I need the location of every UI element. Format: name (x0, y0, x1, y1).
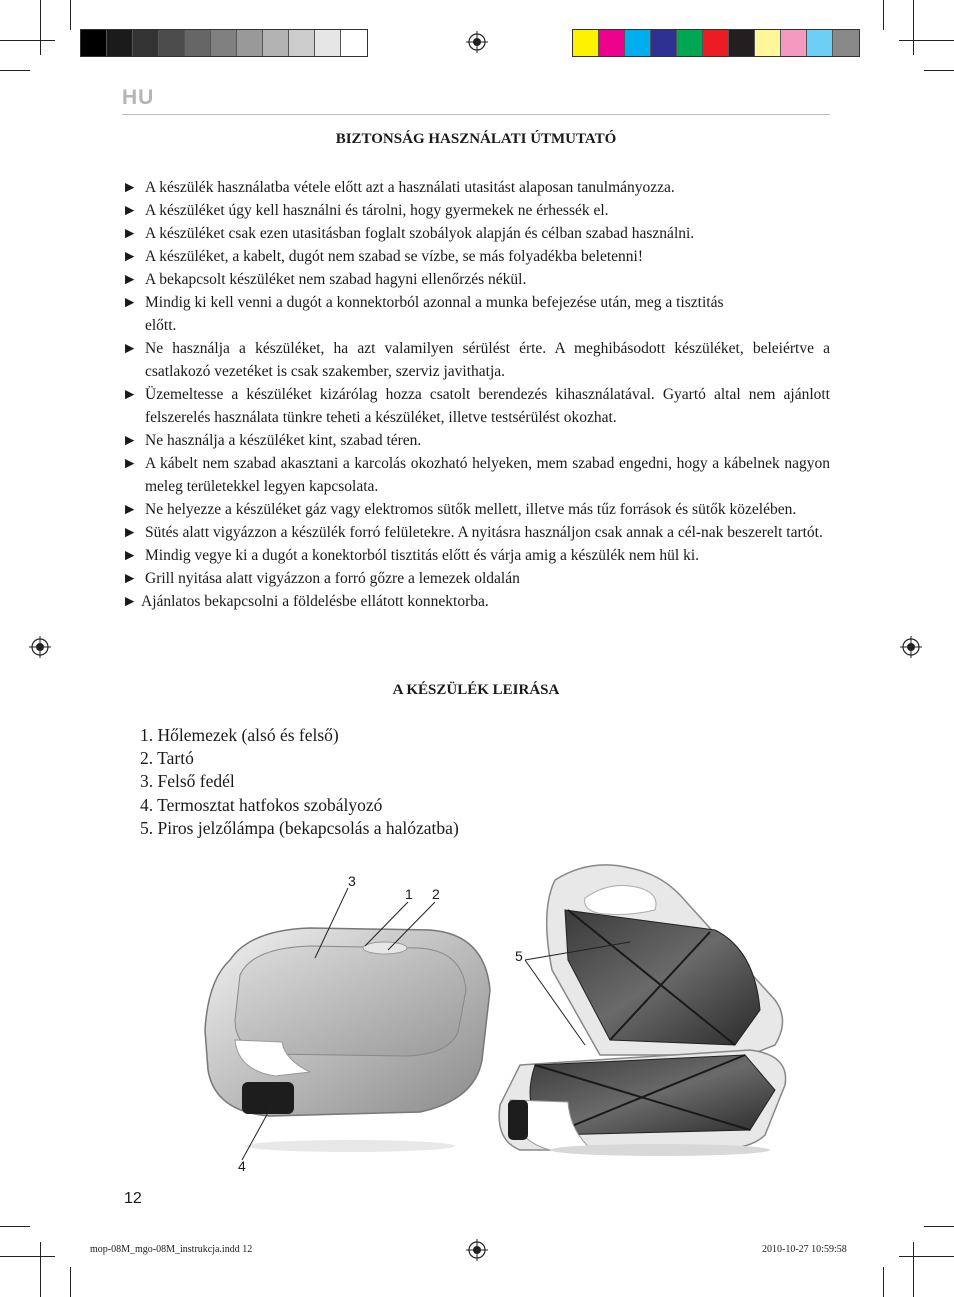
bullet-marker: ► (122, 179, 138, 196)
bullet-marker: ► (122, 547, 138, 564)
safety-item (122, 383, 830, 429)
color-swatch (81, 30, 107, 56)
registration-mark-icon (466, 1239, 488, 1261)
safety-item-text: A kábelt nem szabad akasztani a karcolás okozható helyeken, mem szabad engedni, hogy a kábelnek nagyon meleg területekkel legyen kapcsolata. (145, 455, 830, 495)
crop-mark (40, 1242, 41, 1297)
bullet-marker: ► (122, 225, 138, 242)
crop-mark (899, 1256, 954, 1257)
safety-item (122, 567, 830, 590)
bullet-marker: ► (122, 432, 138, 449)
safety-item (122, 544, 830, 567)
crop-mark (883, 1267, 884, 1297)
safety-list (122, 176, 830, 613)
bullet-marker: ► (122, 294, 138, 311)
callout-label-1: 1 (405, 886, 413, 902)
crop-mark (0, 40, 55, 41)
color-swatch (159, 30, 185, 56)
safety-item (122, 199, 830, 222)
color-swatch (599, 30, 625, 56)
color-swatch (263, 30, 289, 56)
closed-sandwich-maker (205, 928, 490, 1152)
color-swatch (185, 30, 211, 56)
crop-mark (70, 0, 71, 30)
color-swatch (341, 30, 367, 56)
color-swatch (237, 30, 263, 56)
safety-item-text: A készülék használatba vétele előtt azt a használati utasitást alaposan tanulmányozza. (145, 179, 675, 196)
open-sandwich-maker (499, 865, 785, 1156)
crop-mark (924, 70, 954, 71)
crop-mark (0, 70, 30, 71)
color-swatch (781, 30, 807, 56)
safety-item (122, 268, 830, 291)
safety-item-text: Ne használja a készüléket, ha azt valamilyen sérülést érte. A meghibásodott készüléket, beleiértve a csatlakozó vezetéket is csak szakember, szerviz javithatja. (145, 340, 830, 380)
registration-mark-icon (466, 31, 488, 53)
callout-label-2: 2 (432, 886, 440, 902)
color-swatch (133, 30, 159, 56)
color-swatch (677, 30, 703, 56)
safety-item-text: Ne használja a készüléket kint, szabad téren. (145, 432, 422, 449)
crop-mark (924, 1226, 954, 1227)
bullet-marker: ► (122, 455, 138, 472)
callout-label-5: 5 (515, 948, 523, 964)
safety-item (122, 222, 830, 245)
safety-item (122, 590, 830, 613)
registration-mark-icon (29, 636, 51, 658)
color-swatch (807, 30, 833, 56)
color-swatch (107, 30, 133, 56)
safety-item-text: Grill nyitása alatt vigyázzon a forró gőzre a lemezek oldalán (145, 570, 520, 587)
parts-list (140, 724, 459, 840)
crop-mark (913, 1242, 914, 1297)
bullet-marker: ► (122, 340, 138, 357)
safety-title: BIZTONSÁG HASZNÁLATI ÚTMUTATÓ (335, 131, 617, 147)
safety-item (122, 291, 830, 337)
crop-mark (0, 1256, 55, 1257)
safety-item-text: A bekapcsolt készüléket nem szabad hagyni ellenőrzés nékül. (145, 271, 527, 288)
safety-item (122, 429, 830, 452)
safety-item (122, 176, 830, 199)
registration-mark-icon (900, 636, 922, 658)
bullet-marker: ► (122, 570, 138, 587)
safety-item (122, 521, 830, 544)
safety-item-text: Ne helyezze a készüléket gáz vagy elektromos sütők mellett, illetve más tűz források és sütők közelében. (145, 501, 797, 518)
bullet-marker: ► (122, 593, 138, 610)
safety-item-text: A készüléket úgy kell használni és tárolni, hogy gyermekek ne érhessék el. (145, 202, 609, 219)
crop-mark (899, 40, 954, 41)
crop-mark (883, 0, 884, 30)
color-swatch (625, 30, 651, 56)
safety-item-text: Ajánlatos bekapcsolni a földelésbe ellátott konnektorba. (141, 593, 489, 610)
color-swatch (289, 30, 315, 56)
process-color-bar (572, 29, 860, 57)
bullet-marker: ► (122, 271, 138, 288)
callout-label-3: 3 (348, 873, 356, 889)
parts-list-item: 5. Piros jelzőlámpa (bekapcsolás a halózatba) (140, 817, 459, 838)
footer-filename: mop-08M_mgo-08M_instrukcja.indd 12 (90, 1244, 253, 1255)
color-swatch (211, 30, 237, 56)
page-number: 12 (124, 1190, 142, 1207)
header-rule (122, 114, 830, 115)
color-swatch (755, 30, 781, 56)
safety-item-text: A készüléket csak ezen utasitásban foglalt szobályok alapján és célban szabad használni. (145, 225, 695, 242)
safety-item (122, 452, 830, 498)
safety-item-text: A készüléket, a kabelt, dugót nem szabad se vízbe, se más folyadékba beletenni! (145, 248, 643, 265)
parts-list-item: 3. Felső fedél (140, 771, 235, 792)
callout-label-4: 4 (238, 1158, 246, 1174)
color-swatch (651, 30, 677, 56)
safety-item-text: Mindig vegye ki a dugót a konektorból tisztitás előtt és várja amig a készülék nem hül ki. (145, 547, 699, 564)
sandwich-maker-illustration (190, 850, 790, 1180)
crop-mark (70, 1267, 71, 1297)
crop-mark (0, 1226, 30, 1227)
footer-timestamp: 2010-10-27 10:59:58 (762, 1244, 847, 1255)
parts-list-item: 1. Hőlemezek (alsó és felső) (140, 725, 339, 745)
bullet-marker: ► (122, 386, 138, 403)
bullet-marker: ► (122, 524, 138, 541)
crop-mark (40, 0, 41, 55)
crop-mark (913, 0, 914, 55)
bullet-marker: ► (122, 248, 138, 265)
description-title: A KÉSZÜLÉK LEIRÁSA (392, 682, 560, 698)
bullet-marker: ► (122, 202, 138, 219)
parts-list-item: 4. Termosztat hatfokos szobályozó (140, 794, 383, 815)
color-swatch (833, 30, 859, 56)
safety-item-text: Sütés alatt vigyázzon a készülék forró felületekre. A nyitásra használjon csak annak a cél-nak beszerelt tartót. (145, 524, 823, 541)
safety-item (122, 245, 830, 268)
language-code: HU (122, 86, 155, 109)
safety-item (122, 337, 830, 383)
grayscale-color-bar (80, 29, 368, 57)
color-swatch (573, 30, 599, 56)
color-swatch (703, 30, 729, 56)
bullet-marker: ► (122, 501, 138, 518)
color-swatch (315, 30, 341, 56)
parts-list-item: 2. Tartó (140, 748, 194, 769)
safety-item (122, 498, 830, 521)
color-swatch (729, 30, 755, 56)
safety-item-text: Mindig ki kell venni a dugót a konnektorból azonnal a munka befejezése után, meg a tisztitás előtt. (145, 294, 724, 334)
safety-item-text: Üzemeltesse a készüléket kizárólag hozza csatolt berendezés kihasználatával. Gyartó altal nem ajánlott felszerelés használata tünkre teheti a készüléket, illetve testsérülést okozhat. (145, 386, 830, 426)
